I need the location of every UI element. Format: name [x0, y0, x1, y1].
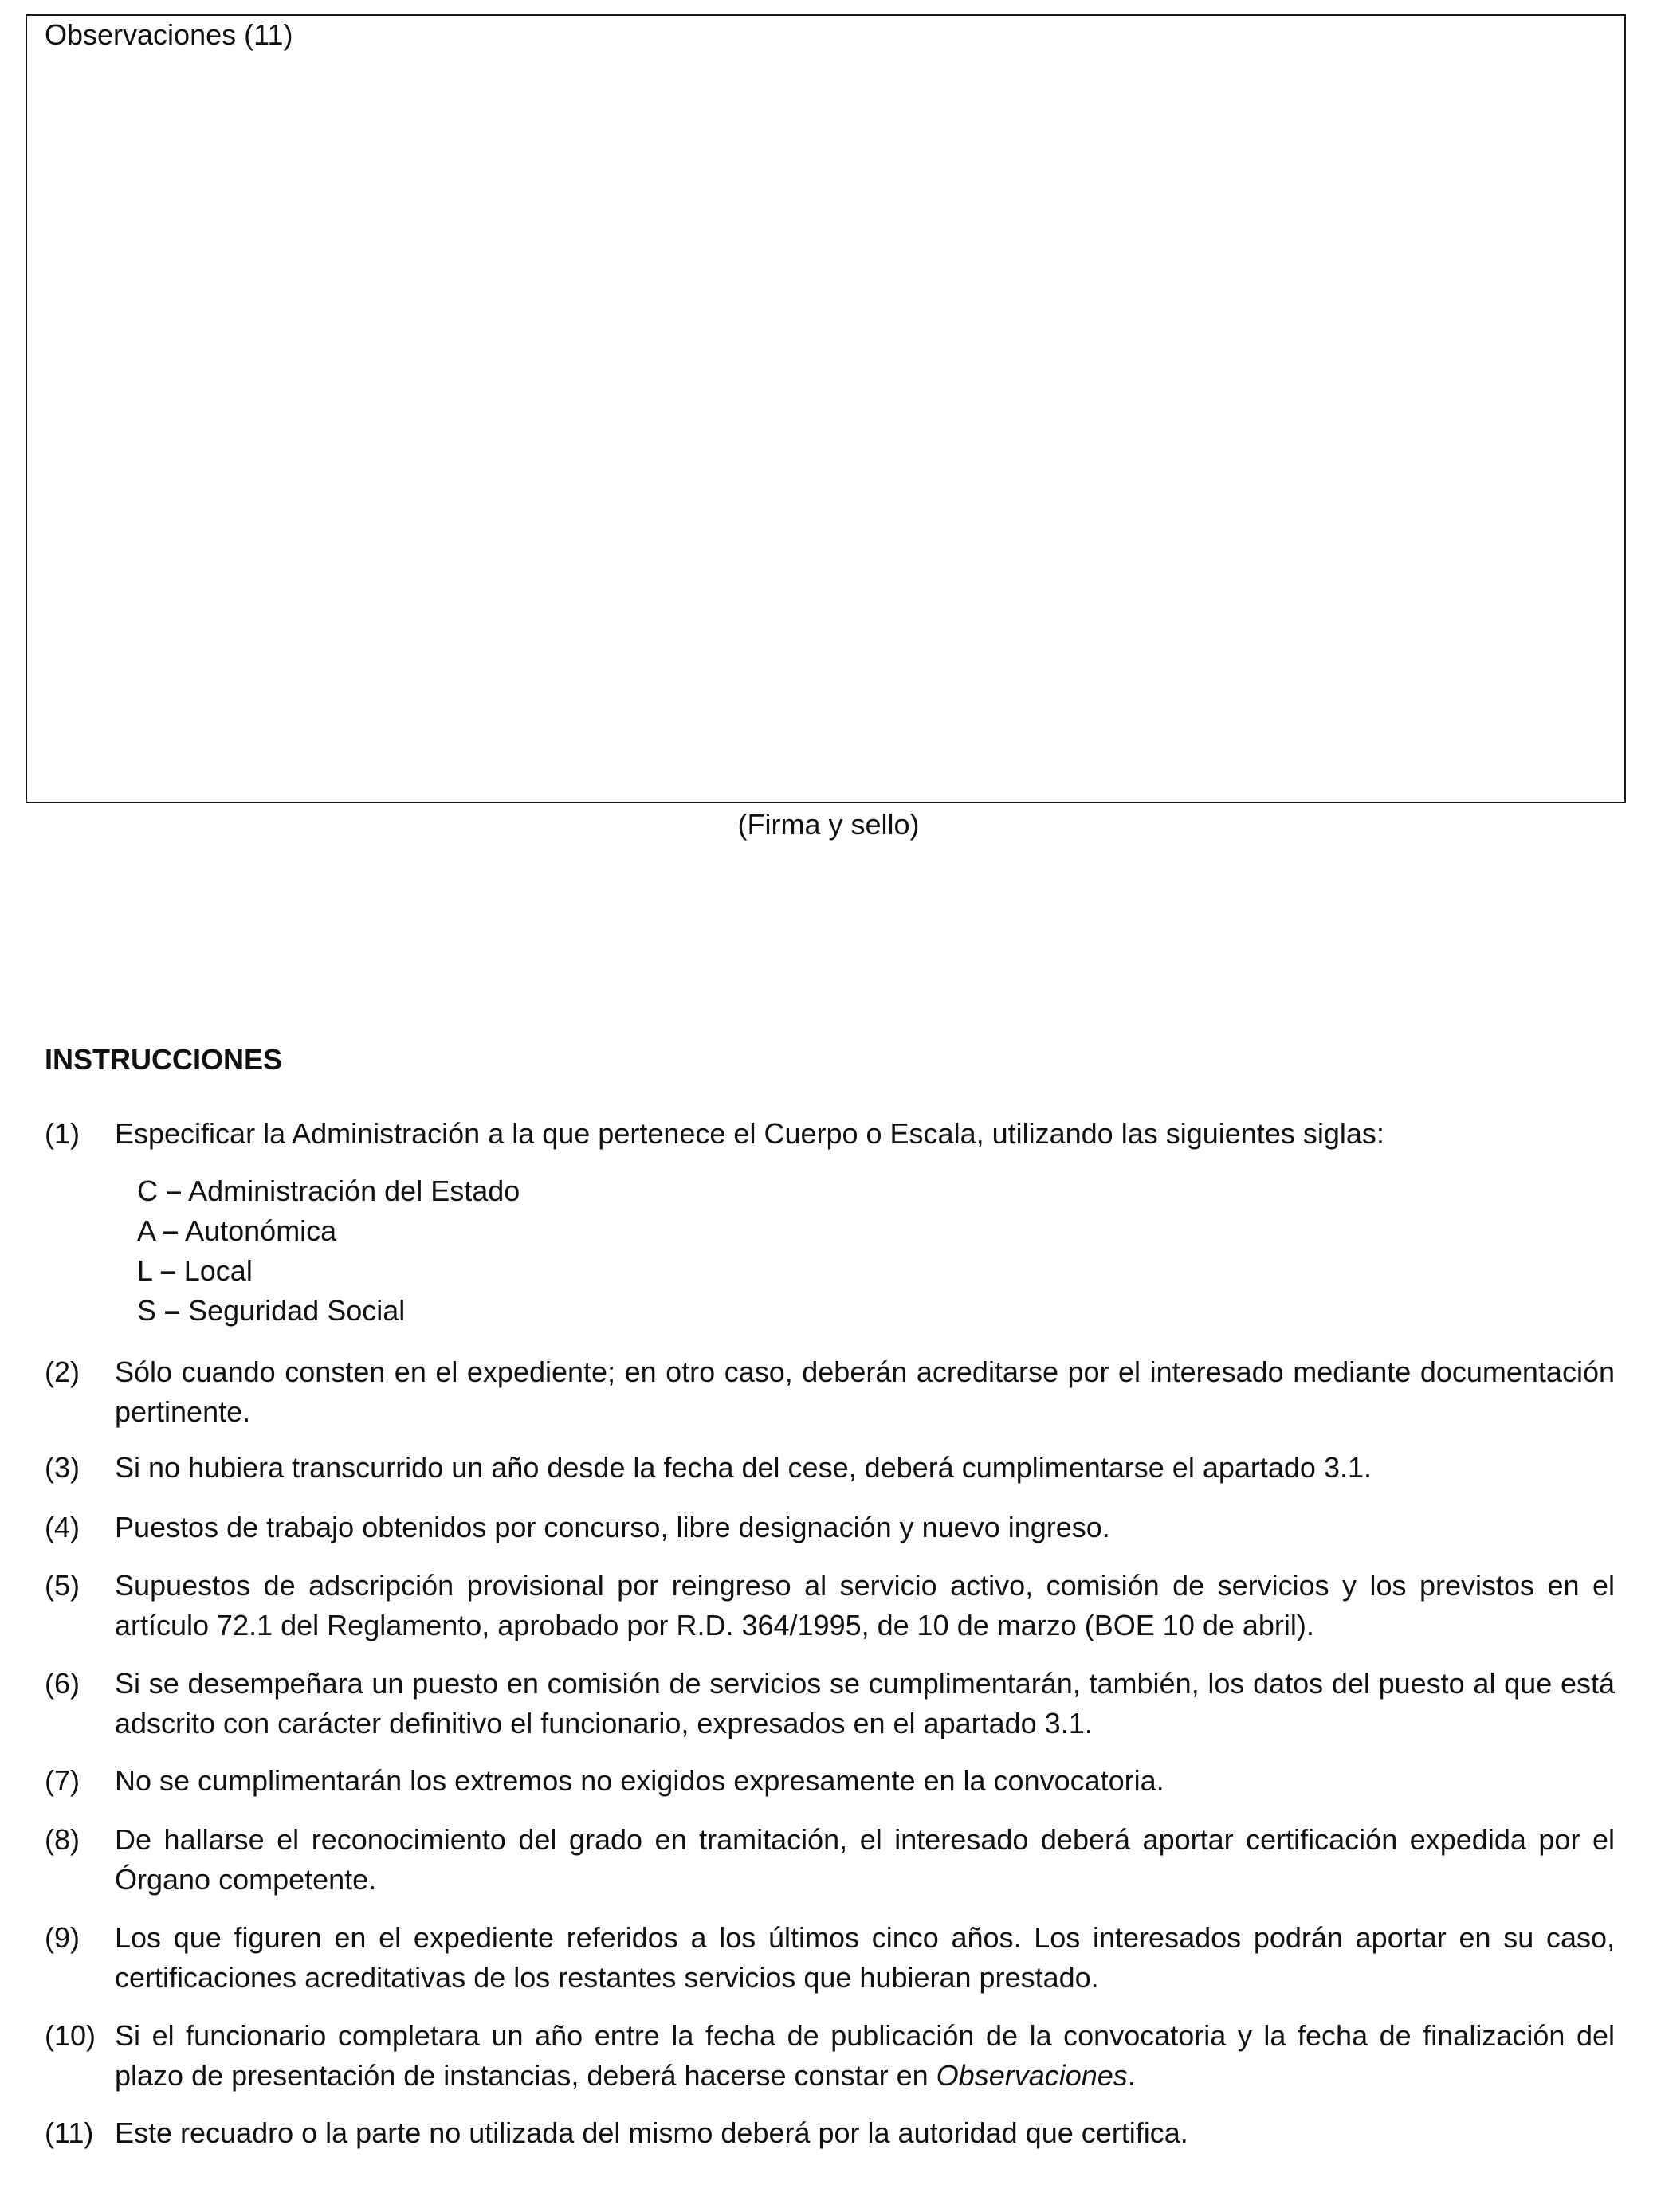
instruction-text: Este recuadro o la parte no utilizada del mismo deberá por la autoridad que certifica. [115, 2116, 1188, 2149]
sigla-label: Seguridad Social [188, 1294, 406, 1327]
instruction-number: (5) [45, 1569, 80, 1602]
instruction-text: Sólo cuando consten en el expediente; en otro caso, deberán acreditarse por el interesado mediante documentación pertinente. [115, 1355, 1615, 1428]
instruction-text: Puestos de trabajo obtenidos por concurso, libre designación y nuevo ingreso. [115, 1511, 1110, 1543]
instruction-number: (7) [45, 1764, 80, 1797]
instruction-item-1 [45, 1114, 1615, 1154]
instruction-text: No se cumplimentarán los extremos no exigidos expresamente en la convocatoria. [115, 1764, 1164, 1797]
sigla-item-s [137, 1291, 405, 1331]
instruction-item-3 [45, 1448, 1615, 1488]
instruction-item-8 [45, 1820, 1615, 1900]
instruction-text-main: Si el funcionario completara un año entre la fecha de publicación de la convocatoria y la fecha de finalización del plazo de presentación de instancias, deberá hacerse constar en [115, 2019, 1615, 2092]
instruction-item-10 [45, 2016, 1615, 2096]
instruction-text: De hallarse el reconocimiento del grado en tramitación, el interesado deberá aportar certificación expedida por el Órgano competente. [115, 1823, 1615, 1896]
instruction-number: (10) [45, 2019, 96, 2052]
sigla-code: C [137, 1175, 158, 1207]
instruction-item-2 [45, 1352, 1615, 1432]
sigla-label: Autonómica [185, 1214, 337, 1247]
instruction-number: (8) [45, 1823, 80, 1856]
sigla-dash: – [159, 1254, 176, 1287]
instruction-item-7 [45, 1761, 1615, 1801]
instruction-item-9 [45, 1918, 1615, 1998]
sigla-code: S [137, 1294, 157, 1327]
instruction-text-after: . [1127, 2059, 1136, 2092]
instruction-number: (1) [45, 1117, 80, 1150]
sigla-dash: – [164, 1294, 181, 1327]
instruction-text: Si no hubiera transcurrido un año desde la fecha del cese, deberá cumplimentarse el apartado 3.1. [115, 1451, 1372, 1484]
instruction-text [115, 2016, 1615, 2096]
instrucciones-title: INSTRUCCIONES [45, 1043, 283, 1076]
instruction-number: (11) [45, 2116, 94, 2149]
sigla-dash: – [163, 1214, 179, 1247]
instruction-text: Los que figuren en el expediente referidos a los últimos cinco años. Los interesados podrán aportar en su caso, certificaciones acreditativas de los restantes servicios que hubieran prestado. [115, 1921, 1615, 1994]
sigla-item-a [137, 1211, 336, 1251]
sigla-item-c [137, 1171, 520, 1211]
sigla-code: A [137, 1214, 155, 1247]
sigla-item-l [137, 1251, 253, 1291]
sigla-dash: – [166, 1175, 183, 1207]
instruction-text: Si se desempeñara un puesto en comisión de servicios se cumplimentarán, también, los datos del puesto al que está adscrito con carácter definitivo el funcionario, expresados en el apartado 3.1. [115, 1667, 1615, 1739]
firma-sello-caption: (Firma y sello) [737, 808, 920, 841]
sigla-code: L [137, 1254, 152, 1287]
sigla-label: Administración del Estado [188, 1175, 520, 1207]
instruction-number: (3) [45, 1451, 80, 1484]
instruction-number: (9) [45, 1921, 80, 1954]
observaciones-box [26, 14, 1626, 803]
instruction-item-6 [45, 1664, 1615, 1743]
instruction-text-italic: Observaciones [936, 2059, 1128, 2092]
instruction-number: (4) [45, 1511, 80, 1543]
instruction-number: (2) [45, 1355, 80, 1388]
observaciones-label: Observaciones (11) [45, 18, 293, 51]
instruction-item-4 [45, 1508, 1615, 1547]
instruction-text: Supuestos de adscripción provisional por reingreso al servicio activo, comisión de servicios y los previstos en el artículo 72.1 del Reglamento, aprobado por R.D. 364/1995, de 10 de marzo (BOE 10 de abril). [115, 1569, 1615, 1641]
instruction-text: Especificar la Administración a la que pertenece el Cuerpo o Escala, utilizando las siguientes siglas: [115, 1117, 1384, 1150]
instruction-number: (6) [45, 1667, 80, 1700]
instruction-item-5 [45, 1566, 1615, 1645]
sigla-label: Local [183, 1254, 253, 1287]
instruction-item-11 [45, 2113, 1615, 2153]
